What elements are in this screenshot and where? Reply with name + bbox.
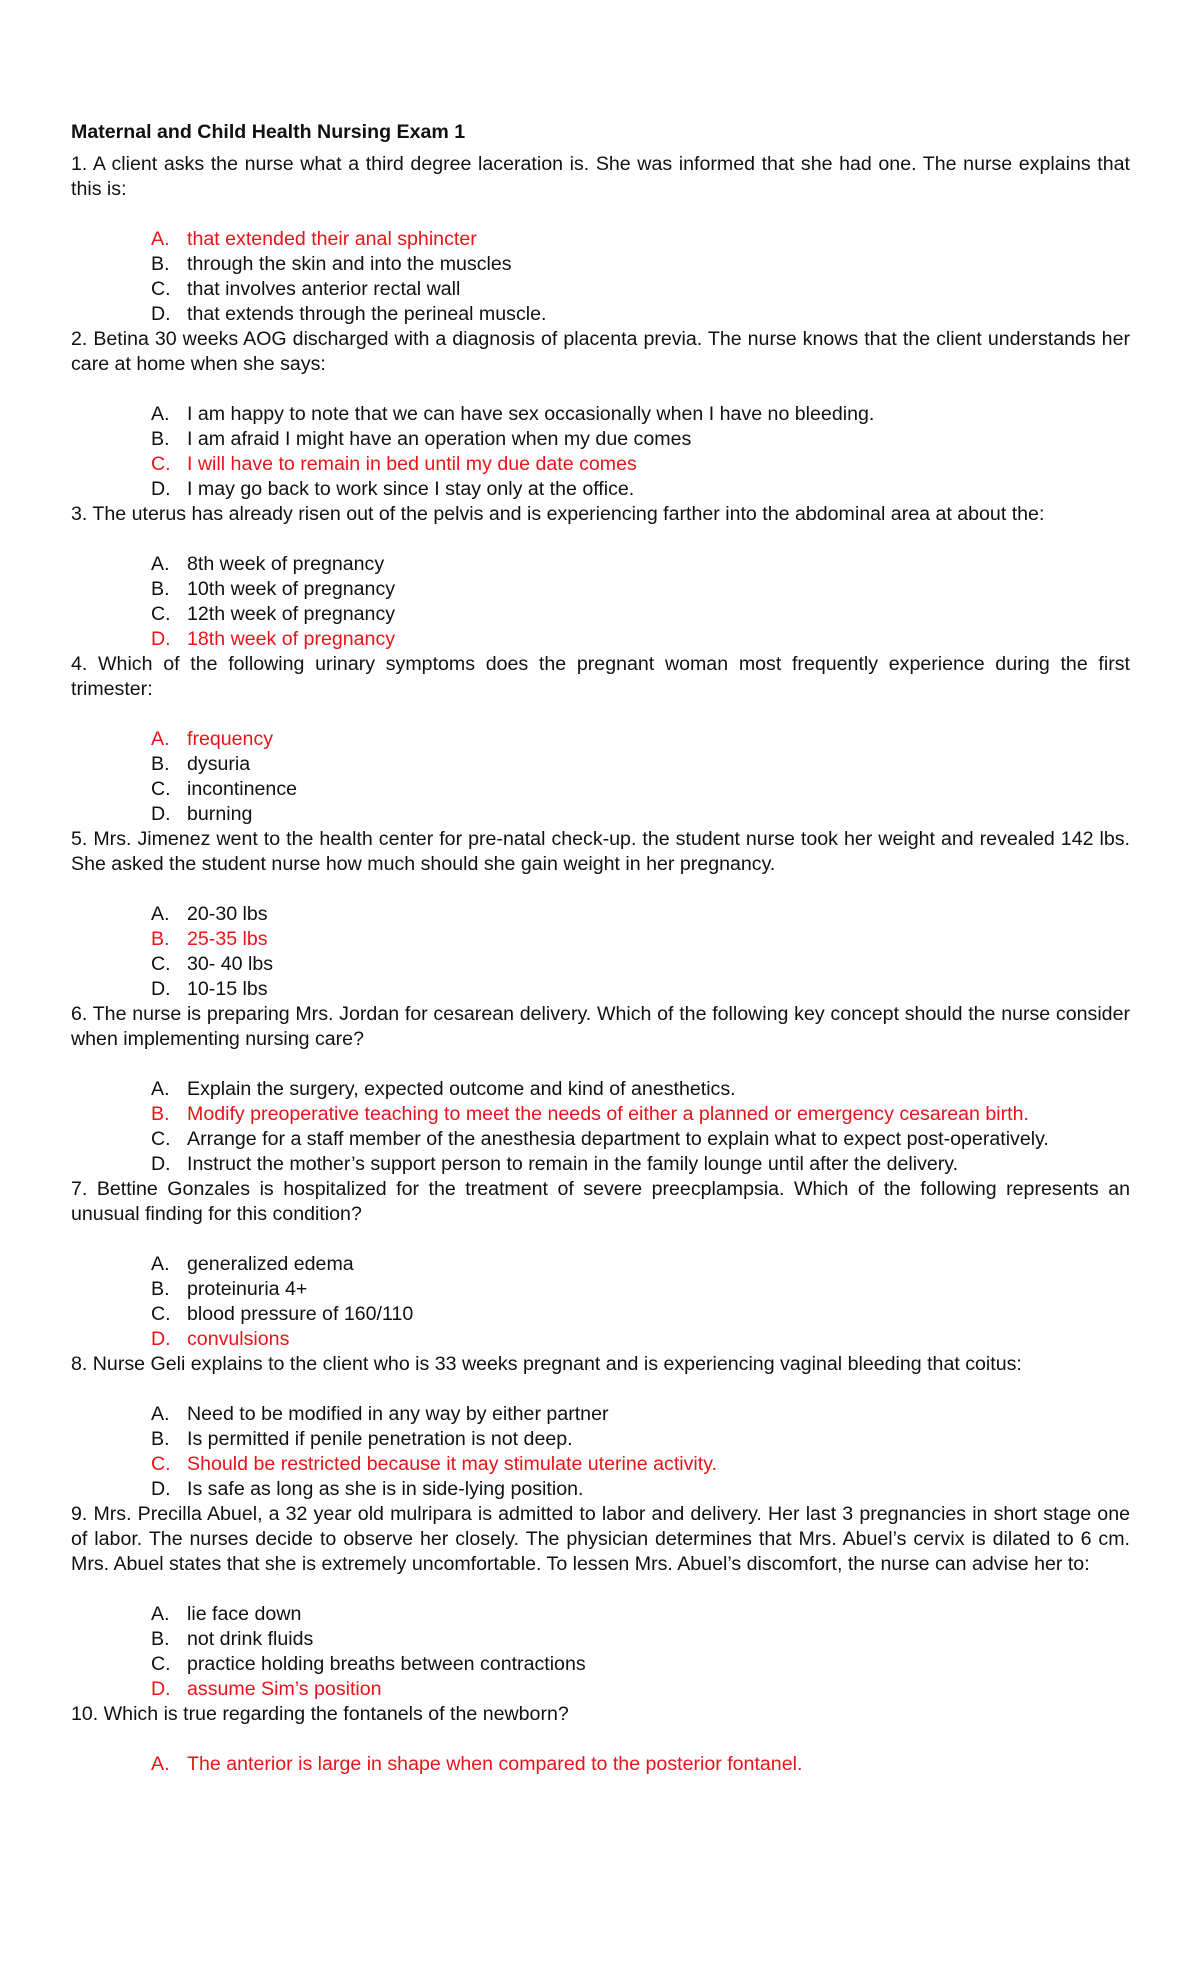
option-letter: C.	[151, 603, 171, 625]
option-letter: A.	[151, 228, 170, 250]
option-list	[71, 902, 1130, 1002]
answer-option	[71, 1252, 1130, 1277]
option-letter: D.	[151, 978, 171, 1000]
option-letter: B.	[151, 253, 170, 275]
option-text: 25-35 lbs	[187, 928, 268, 950]
question-stem: 10. Which is true regarding the fontanels of the newborn?	[71, 1703, 569, 1725]
answer-option	[71, 552, 1130, 577]
option-text: incontinence	[187, 778, 298, 800]
option-letter: B.	[151, 928, 170, 950]
answer-option	[71, 1652, 1130, 1677]
option-text: Is permitted if penile penetration is not deep.	[187, 1428, 573, 1450]
option-text: through the skin and into the muscles	[187, 253, 512, 275]
option-letter: B.	[151, 1428, 170, 1450]
option-text: assume Sim’s position	[187, 1678, 382, 1700]
option-letter: C.	[151, 1653, 171, 1675]
answer-option	[71, 1427, 1130, 1452]
question-stem: 7. Bettine Gonzales is hospitalized for the treatment of severe preecplampsia. Which of the following represents an unusual finding for this condition?	[71, 1178, 1130, 1225]
option-text: proteinuria 4+	[187, 1278, 308, 1300]
option-letter: D.	[151, 803, 171, 825]
question-stem: 9. Mrs. Precilla Abuel, a 32 year old mulripara is admitted to labor and delivery. Her last 3 pregnancies in short stage one of labor. The nurses decide to observe her closely. The physician determines that Mrs. Abuel’s cervix is dilated to 6 cm. Mrs. Abuel states that she is extremely uncomfortable. To lessen Mrs. Abuel’s discomfort, the nurse can advise her to:	[71, 1503, 1130, 1575]
answer-option	[71, 1627, 1130, 1652]
question-block	[71, 1702, 1130, 1777]
answer-option-correct	[71, 1452, 1130, 1477]
question-block	[71, 327, 1130, 502]
answer-option	[71, 802, 1130, 827]
question-stem: 1. A client asks the nurse what a third degree laceration is. She was informed that she had one. The nurse explains that this is:	[71, 153, 1130, 200]
answer-option	[71, 777, 1130, 802]
answer-option-correct	[71, 1327, 1130, 1352]
option-text: I may go back to work since I stay only at the office.	[187, 478, 635, 500]
option-text: burning	[187, 803, 253, 825]
option-list	[71, 1402, 1130, 1502]
option-text: The anterior is large in shape when compared to the posterior fontanel.	[187, 1753, 803, 1775]
option-letter: B.	[151, 578, 170, 600]
option-text: I will have to remain in bed until my due date comes	[187, 453, 637, 475]
option-text: 10-15 lbs	[187, 978, 268, 1000]
option-letter: D.	[151, 1478, 171, 1500]
answer-option	[71, 1477, 1130, 1502]
question-stem: 4. Which of the following urinary symptoms does the pregnant woman most frequently experience during the first trimester:	[71, 653, 1130, 700]
option-text: that involves anterior rectal wall	[187, 278, 461, 300]
answer-option	[71, 1152, 1130, 1177]
answer-option	[71, 1402, 1130, 1427]
question-block	[71, 1502, 1130, 1702]
option-list	[71, 727, 1130, 827]
answer-option	[71, 277, 1130, 302]
option-text: I am afraid I might have an operation when my due comes	[187, 428, 692, 450]
option-text: Should be restricted because it may stimulate uterine activity.	[187, 1453, 718, 1475]
option-letter: B.	[151, 1103, 170, 1125]
question-stem: 8. Nurse Geli explains to the client who is 33 weeks pregnant and is experiencing vaginal bleeding that coitus:	[71, 1353, 1022, 1375]
answer-option-correct	[71, 1752, 1130, 1777]
option-letter: A.	[151, 1603, 170, 1625]
option-list	[71, 1077, 1130, 1177]
question-stem: 5. Mrs. Jimenez went to the health center for pre-natal check-up. the student nurse took her weight and revealed 142 lbs. She asked the student nurse how much should she gain weight in her pregnancy.	[71, 828, 1130, 875]
question-block	[71, 1352, 1130, 1502]
option-text: Is safe as long as she is in side-lying position.	[187, 1478, 584, 1500]
option-letter: A.	[151, 1078, 170, 1100]
option-text: 20-30 lbs	[187, 903, 268, 925]
option-list	[71, 1252, 1130, 1352]
answer-option	[71, 752, 1130, 777]
option-letter: D.	[151, 303, 171, 325]
option-letter: C.	[151, 278, 171, 300]
answer-option	[71, 427, 1130, 452]
option-letter: A.	[151, 903, 170, 925]
option-text: generalized edema	[187, 1253, 354, 1275]
answer-option	[71, 302, 1130, 327]
option-letter: A.	[151, 1753, 170, 1775]
option-text: Explain the surgery, expected outcome and kind of anesthetics.	[187, 1078, 736, 1100]
option-list	[71, 1602, 1130, 1702]
question-block	[71, 1177, 1130, 1352]
answer-option-correct	[71, 627, 1130, 652]
option-letter: A.	[151, 1253, 170, 1275]
question-block	[71, 652, 1130, 827]
option-letter: B.	[151, 1278, 170, 1300]
option-letter: B.	[151, 753, 170, 775]
answer-option	[71, 602, 1130, 627]
question-stem: 2. Betina 30 weeks AOG discharged with a diagnosis of placenta previa. The nurse knows that the client understands her care at home when she says:	[71, 328, 1130, 375]
option-letter: C.	[151, 1453, 171, 1475]
document-content	[71, 120, 1130, 1777]
question-list	[71, 152, 1130, 1777]
option-letter: C.	[151, 953, 171, 975]
answer-option	[71, 977, 1130, 1002]
option-list	[71, 1752, 1130, 1777]
question-block	[71, 502, 1130, 652]
option-text: blood pressure of 160/110	[187, 1303, 414, 1325]
question-stem: 6. The nurse is preparing Mrs. Jordan for cesarean delivery. Which of the following key concept should the nurse consider when implementing nursing care?	[71, 1003, 1130, 1050]
answer-option	[71, 1127, 1130, 1152]
option-letter: D.	[151, 1153, 171, 1175]
option-text: Modify preoperative teaching to meet the needs of either a planned or emergency cesarean birth.	[187, 1103, 1029, 1125]
answer-option-correct	[71, 727, 1130, 752]
option-letter: C.	[151, 453, 171, 475]
answer-option-correct	[71, 227, 1130, 252]
option-letter: D.	[151, 478, 171, 500]
answer-option	[71, 402, 1130, 427]
question-block	[71, 827, 1130, 1002]
option-text: 8th week of pregnancy	[187, 553, 385, 575]
answer-option-correct	[71, 1677, 1130, 1702]
option-letter: D.	[151, 1328, 171, 1350]
option-letter: A.	[151, 403, 170, 425]
option-letter: D.	[151, 1678, 171, 1700]
option-letter: C.	[151, 1128, 171, 1150]
answer-option	[71, 477, 1130, 502]
answer-option	[71, 1077, 1130, 1102]
option-text: 12th week of pregnancy	[187, 603, 396, 625]
option-list	[71, 552, 1130, 652]
option-list	[71, 402, 1130, 502]
option-letter: A.	[151, 1403, 170, 1425]
answer-option	[71, 952, 1130, 977]
answer-option	[71, 252, 1130, 277]
option-letter: B.	[151, 1628, 170, 1650]
option-text: Arrange for a staff member of the anesthesia department to explain what to expect post-operatively.	[187, 1128, 1049, 1150]
option-text: that extended their anal sphincter	[187, 228, 477, 250]
option-text: lie face down	[187, 1603, 302, 1625]
option-letter: A.	[151, 553, 170, 575]
question-block	[71, 152, 1130, 327]
option-letter: C.	[151, 1303, 171, 1325]
option-list	[71, 227, 1130, 327]
option-text: 30- 40 lbs	[187, 953, 274, 975]
answer-option-correct	[71, 927, 1130, 952]
document-title: Maternal and Child Health Nursing Exam 1	[71, 121, 466, 143]
answer-option	[71, 1277, 1130, 1302]
option-text: convulsions	[187, 1328, 290, 1350]
option-text: Instruct the mother’s support person to remain in the family lounge until after the delivery.	[187, 1153, 959, 1175]
option-text: not drink fluids	[187, 1628, 314, 1650]
question-stem: 3. The uterus has already risen out of the pelvis and is experiencing farther into the abdominal area at about the:	[71, 503, 1045, 525]
option-letter: D.	[151, 628, 171, 650]
option-text: Need to be modified in any way by either partner	[187, 1403, 609, 1425]
answer-option	[71, 577, 1130, 602]
option-letter: C.	[151, 778, 171, 800]
answer-option	[71, 1302, 1130, 1327]
option-text: 10th week of pregnancy	[187, 578, 396, 600]
answer-option-correct	[71, 1102, 1130, 1127]
option-letter: B.	[151, 428, 170, 450]
option-text: I am happy to note that we can have sex occasionally when I have no bleeding.	[187, 403, 875, 425]
question-block	[71, 1002, 1130, 1177]
option-letter: A.	[151, 728, 170, 750]
answer-option-correct	[71, 452, 1130, 477]
option-text: practice holding breaths between contractions	[187, 1653, 586, 1675]
option-text: dysuria	[187, 753, 251, 775]
option-text: that extends through the perineal muscle.	[187, 303, 547, 325]
answer-option	[71, 1602, 1130, 1627]
option-text: frequency	[187, 728, 274, 750]
option-text: 18th week of pregnancy	[187, 628, 396, 650]
answer-option	[71, 902, 1130, 927]
